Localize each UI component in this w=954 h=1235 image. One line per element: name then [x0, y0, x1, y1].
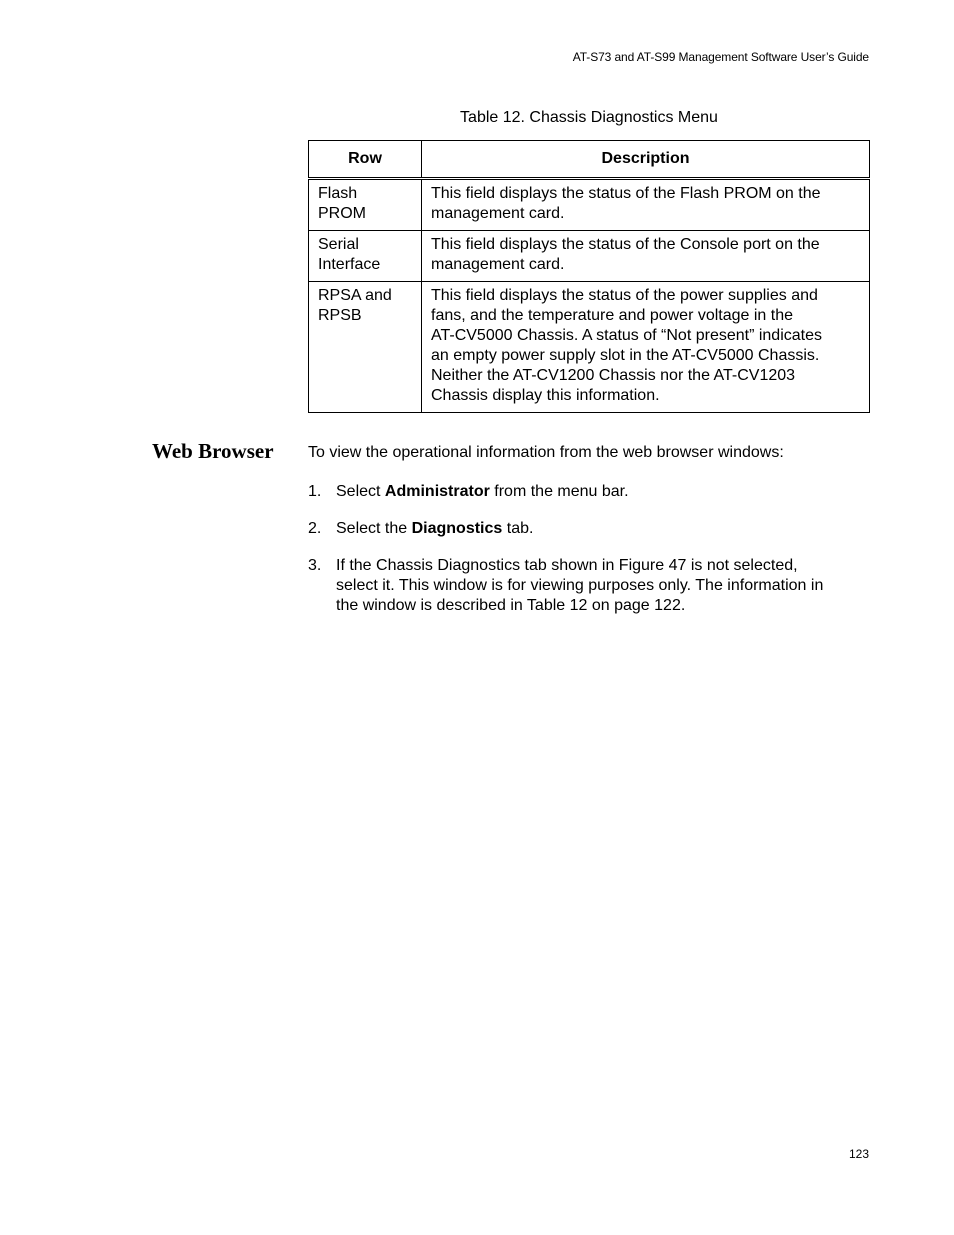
description-line: fans, and the temperature and power voltage in the	[431, 307, 794, 324]
step-number: 3.	[308, 557, 322, 574]
table-row	[309, 231, 870, 282]
page-number: 123	[848, 1147, 869, 1161]
intro-paragraph: To view the operational information from the web browser windows:	[308, 444, 784, 461]
description-line: AT-CV5000 Chassis. A status of “Not present” indicates	[431, 327, 822, 344]
step-bold-term: Diagnostics	[411, 520, 503, 537]
description-line: Chassis display this information.	[431, 387, 660, 404]
chassis-diagnostics-table	[308, 140, 870, 413]
table-row	[309, 179, 870, 231]
row-name-line: Interface	[318, 256, 381, 273]
row-name-cell	[309, 282, 422, 413]
description-line: Neither the AT-CV1200 Chassis nor the AT-CV1203	[431, 367, 796, 384]
row-name-line: PROM	[318, 205, 366, 222]
column-header-description: Description	[422, 141, 870, 179]
list-item	[308, 556, 868, 616]
row-name-cell	[309, 231, 422, 282]
step-text: from the menu bar.	[489, 483, 629, 500]
description-line: management card.	[431, 205, 565, 222]
row-description-cell	[422, 179, 870, 231]
step-line: If the Chassis Diagnostics tab shown in Figure 47 is not selected,	[336, 557, 798, 574]
step-list	[308, 482, 868, 633]
list-item	[308, 519, 868, 539]
running-header: AT-S73 and AT-S99 Management Software User’s Guide	[572, 50, 869, 64]
step-bold-term: Administrator	[384, 483, 490, 500]
row-name-line: RPSA and	[318, 287, 392, 304]
step-text: tab.	[502, 520, 534, 537]
table-row	[309, 282, 870, 413]
step-number: 2.	[308, 520, 322, 537]
description-line: This field displays the status of the power supplies and	[431, 287, 818, 304]
step-line: the window is described in Table 12 on page 122.	[336, 597, 686, 614]
row-name-line: Serial	[318, 236, 359, 253]
row-name-cell	[309, 179, 422, 231]
row-description-cell	[422, 282, 870, 413]
row-description-cell	[422, 231, 870, 282]
description-line: an empty power supply slot in the AT-CV5000 Chassis.	[431, 347, 820, 364]
row-name-line: Flash	[318, 185, 358, 202]
list-item	[308, 482, 868, 502]
step-text: Select the	[336, 520, 412, 537]
table-caption: Table 12. Chassis Diagnostics Menu	[460, 109, 718, 126]
description-line: This field displays the status of the Flash PROM on the	[431, 185, 821, 202]
step-text: Select	[336, 483, 385, 500]
step-line: select it. This window is for viewing purposes only. The information in	[336, 577, 824, 594]
table-header-row	[309, 141, 870, 179]
column-header-row: Row	[309, 141, 422, 179]
description-line: management card.	[431, 256, 565, 273]
row-name-line: RPSB	[318, 307, 362, 324]
step-number: 1.	[308, 483, 322, 500]
section-heading: Web Browser	[152, 439, 274, 463]
description-line: This field displays the status of the Console port on the	[431, 236, 820, 253]
